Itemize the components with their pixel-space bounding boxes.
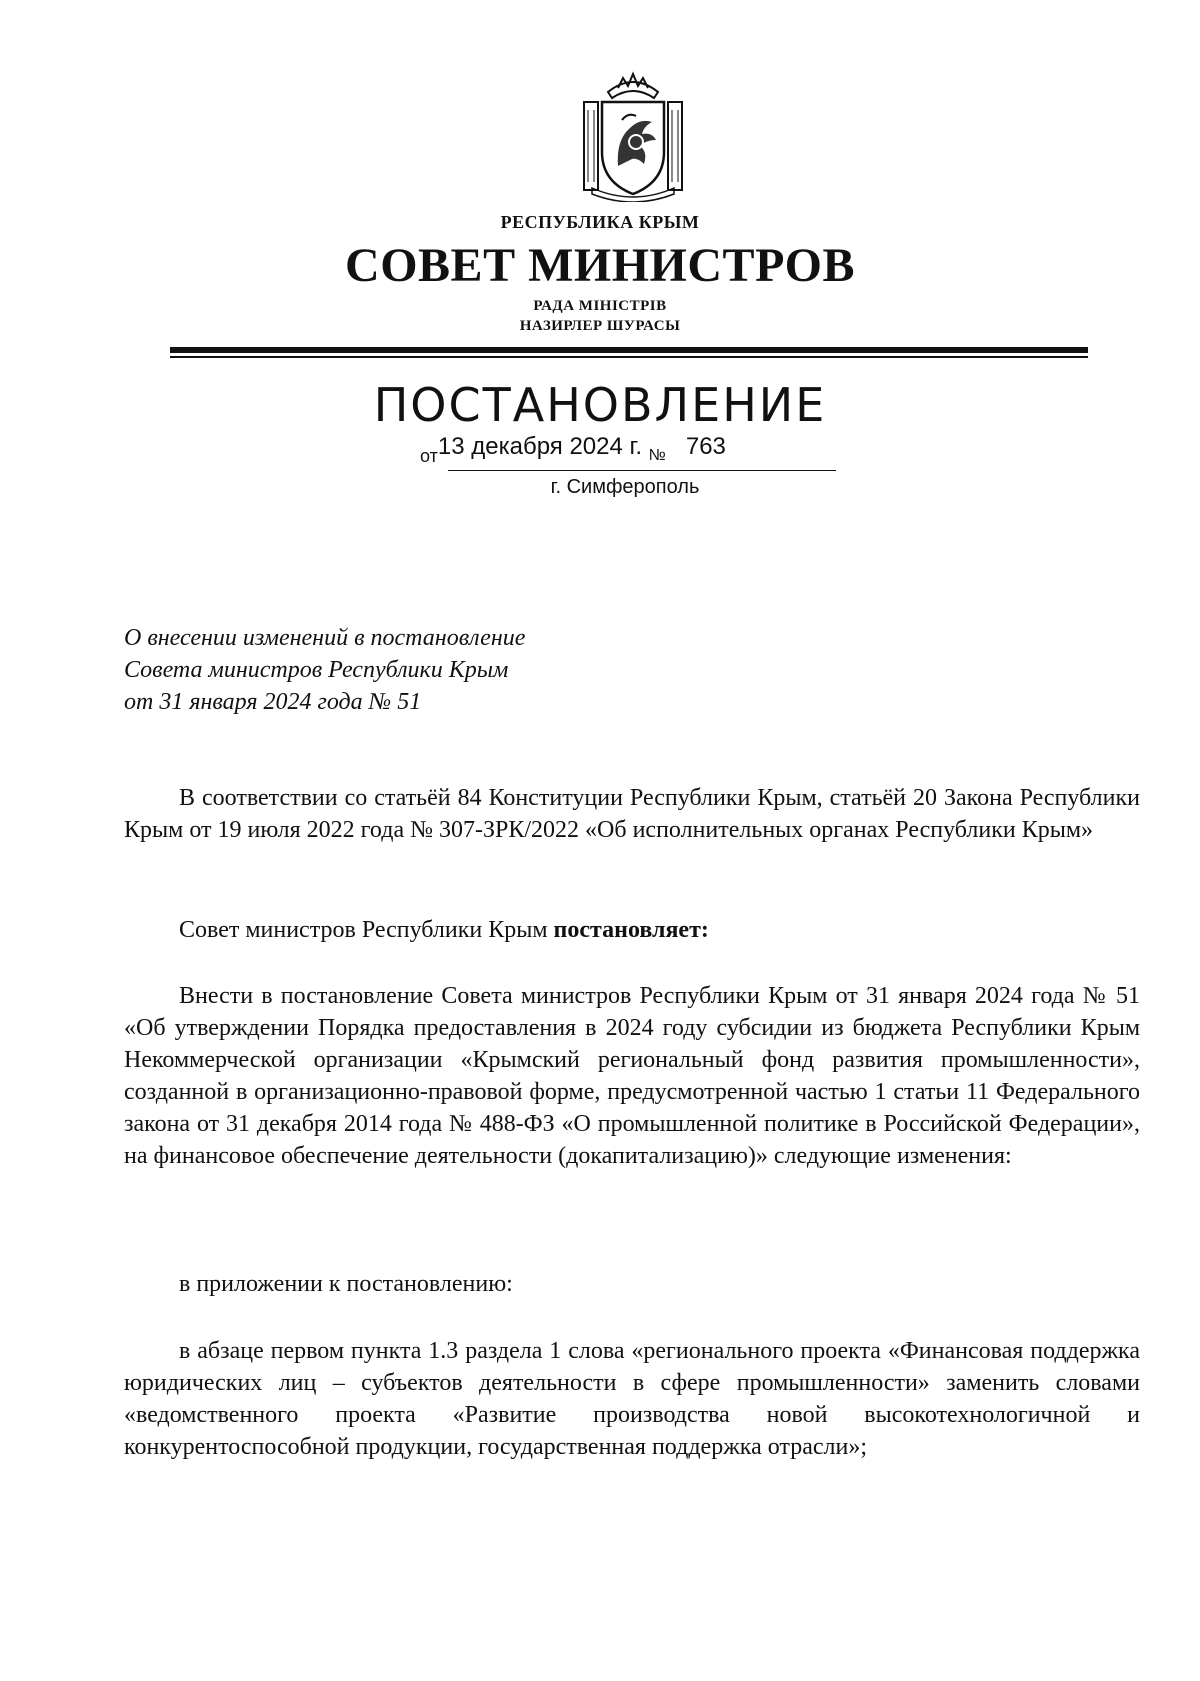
subject-line: О внесении изменений в постановление xyxy=(124,625,526,651)
amendment-paragraph: Внести в постановление Совета министров Республики Крым от 31 января 2024 года № 51 «Об утверждении Порядка предоставления в 2024 году субсидии из бюджета Республики Крым Некоммерческой организации «Крымский региональный фонд развития промышленности», созданной в организационно-правовой форме, предусмотренной частью 1 статьи 11 Федерального закона от 31 декабря 2014 года № 488-ФЗ «О промышленной политике в Российской Федерации», на финансовое обеспечение деятельности (докапитализацию)» следующие изменения: xyxy=(124,983,1140,1169)
date-underline xyxy=(448,470,836,471)
resolution-paragraph xyxy=(124,914,1140,946)
decree-date-line xyxy=(420,433,840,466)
decree-date: 13 декабря 2024 г. xyxy=(437,433,642,460)
decree-subject xyxy=(124,622,644,718)
clause-paragraph: в абзаце первом пункта 1.3 раздела 1 слова «регионального проекта «Финансовая поддержка юридических лиц – субъектов деятельности в сфере промышленности» заменить словами «ведомственного проекта «Развитие производства новой высокотехнологичной и конкурентоспособной продукции, государственная поддержка отрасли»; xyxy=(124,1338,1140,1460)
subject-line: Совета министров Республики Крым xyxy=(124,657,509,683)
crimea-coat-of-arms-icon xyxy=(578,70,688,202)
resolution-text: Совет министров Республики Крым xyxy=(179,917,554,943)
subject-line: от 31 января 2024 года № 51 xyxy=(124,689,422,715)
number-prefix: № xyxy=(648,447,666,464)
date-prefix: от xyxy=(420,446,438,466)
decree-number: 763 xyxy=(685,433,726,460)
appendix-paragraph: в приложении к постановлению: xyxy=(179,1271,513,1297)
header-divider-thin xyxy=(170,356,1088,358)
council-name-crimean-tatar: НАЗИРЛЕР ШУРАСЫ xyxy=(519,318,681,334)
republic-name: РЕСПУБЛИКА КРЫМ xyxy=(500,212,700,232)
council-name-ukrainian: РАДА МІНІСТРІВ xyxy=(533,298,667,314)
preamble-paragraph: В соответствии со статьёй 84 Конституции Республики Крым, статьёй 20 Закона Республики Крым от 19 июля 2022 года № 307-ЗРК/2022 «Об исполнительных органах Республики Крым» xyxy=(124,785,1140,843)
resolution-verb: постановляет: xyxy=(553,917,709,943)
header-divider xyxy=(170,347,1088,353)
document-type-title: ПОСТАНОВЛЕНИЕ xyxy=(373,378,827,432)
council-name: СОВЕТ МИНИСТРОВ xyxy=(345,239,855,292)
decree-city: г. Симферополь xyxy=(550,476,700,498)
